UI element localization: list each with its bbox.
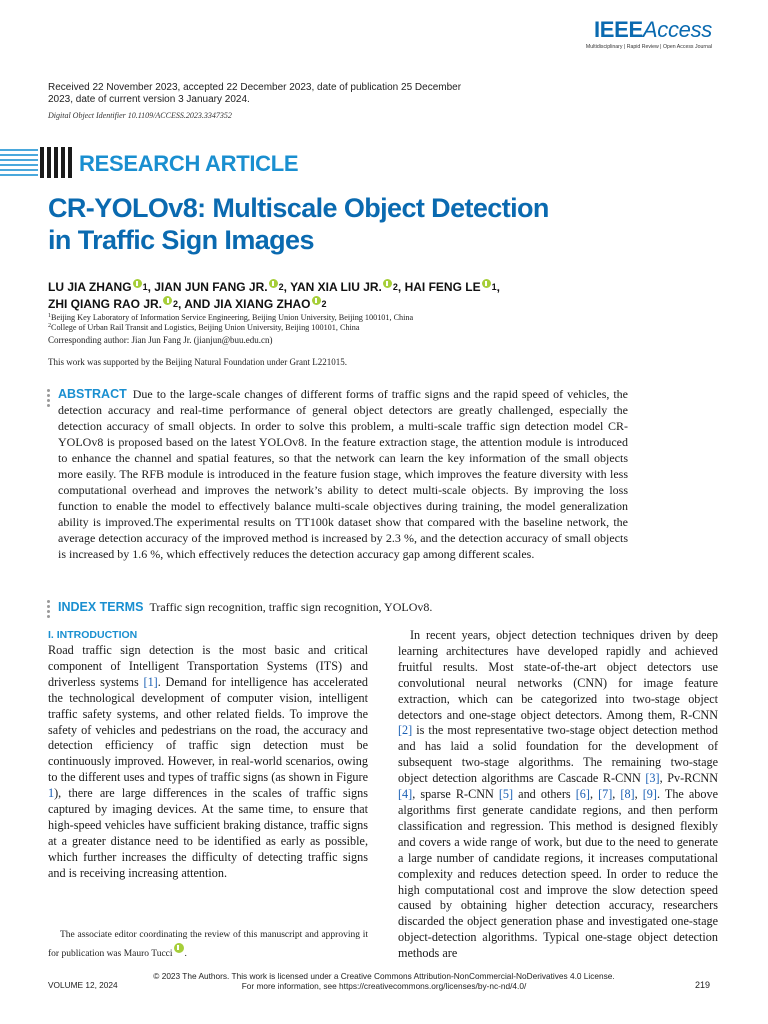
citation-link[interactable]: [5]	[498, 787, 514, 802]
license-line-2[interactable]: For more information, see https://creativecommons.org/licenses/by-nc-nd/4.0/	[241, 981, 527, 991]
intro-paragraph-1	[48, 643, 368, 882]
orcid-icon[interactable]	[383, 279, 392, 288]
text-run: , Pv-RCNN	[659, 771, 718, 786]
author-name: ZHI QIANG RAO JR.	[48, 297, 163, 311]
index-dots-ornament	[47, 600, 50, 620]
orcid-icon[interactable]	[163, 296, 172, 305]
abstract-block	[58, 386, 628, 562]
orcid-icon[interactable]	[312, 296, 321, 305]
citation-link[interactable]: [1]	[143, 674, 158, 689]
citation-link[interactable]: [3]	[645, 771, 660, 786]
text-run: ,	[612, 787, 621, 802]
page-number: 219	[694, 980, 710, 990]
text-run: . Demand for intelligence has accelerated the technological development of computer vision, intelligent traffic safety systems, and other related fields. To improve the safety of vehicles and pedestrians on the road, the accuracy and detection efficiency of traffic sign detection must be continuously improved. However, in real-world scenarios, owing to the different uses and types of traffic signs (as shown in Figure	[48, 674, 368, 785]
citation-link[interactable]: [6]	[575, 787, 590, 802]
author-name: JIAN JUN FANG JR.	[154, 280, 268, 294]
footnote-end: .	[184, 949, 187, 959]
author-separator: ,	[496, 280, 500, 294]
text-run: Road traffic sign detection is the most basic and critical component of Intelligent Transportation Systems (ITS) and driverless systems	[48, 643, 368, 689]
index-terms-label: INDEX TERMS	[58, 600, 144, 614]
affiliation-marker: 1	[491, 282, 497, 292]
citation-link[interactable]: [4]	[398, 787, 413, 802]
affiliation-2	[48, 321, 698, 333]
affiliation-1-text: Beijing Key Laboratory of Information Service Engineering, Beijing Union University, Beijing 100101, China	[51, 313, 414, 322]
index-terms-block	[58, 599, 658, 615]
index-terms-text: Traffic sign recognition, traffic sign recognition, YOLOv8.	[149, 600, 433, 614]
author-name: HAI FENG LE	[404, 280, 481, 294]
orcid-icon[interactable]	[482, 279, 491, 288]
author-separator: ,	[283, 280, 291, 294]
author-name: JIA XIANG ZHAO	[213, 297, 311, 311]
corresponding-author: Corresponding author: Jian Jun Fang Jr. (jianjun@buu.edu.cn)	[48, 335, 273, 345]
text-run: , sparse R-CNN	[412, 787, 499, 802]
footnote-text: The associate editor coordinating the review of this manuscript and approving it for publication was Mauro Tucci	[48, 930, 368, 959]
affiliation-marker: 2	[321, 299, 327, 309]
footer-volume: VOLUME 12, 2024	[48, 980, 118, 990]
author-name: LU JIA ZHANG	[48, 280, 132, 294]
affiliation-2-marker: 2	[48, 323, 51, 329]
orcid-icon[interactable]	[269, 279, 278, 288]
footer-license	[120, 971, 648, 991]
intro-paragraph-2	[398, 628, 718, 962]
author-name: YAN XIA LIU JR.	[290, 280, 382, 294]
author-separator: ,	[397, 280, 405, 294]
editor-footnote	[48, 928, 368, 962]
journal-logo	[586, 18, 712, 50]
title-line-1: CR-YOLOv8: Multiscale Object Detection	[48, 193, 549, 223]
affiliation-2-text: College of Urban Rail Transit and Logistics, Beijing Union University, Beijing 100101, China	[51, 323, 360, 332]
abstract-label: ABSTRACT	[58, 387, 127, 401]
license-line-1: © 2023 The Authors. This work is licensed under a Creative Commons Attribution-NonCommercial-NoDerivatives 4.0 License.	[153, 971, 615, 981]
affiliation-marker: 2	[278, 282, 284, 292]
orcid-icon[interactable]	[133, 279, 142, 288]
figure-link[interactable]: 1	[48, 786, 55, 801]
banner-bars-graphic	[40, 147, 72, 178]
orcid-icon[interactable]	[174, 943, 184, 953]
banner-stripes-graphic	[0, 148, 38, 178]
affiliation-marker: 2	[173, 299, 179, 309]
text-run: ,	[634, 787, 643, 802]
doi-line: Digital Object Identifier 10.1109/ACCESS.2023.3347352	[48, 111, 232, 120]
citation-link[interactable]: [8]	[620, 787, 635, 802]
logo-ieee: IEEE	[593, 17, 643, 42]
affiliation-marker: 1	[142, 282, 148, 292]
logo-access: Access	[642, 17, 712, 42]
citation-link[interactable]: [7]	[598, 787, 613, 802]
section-heading: I. INTRODUCTION	[48, 629, 138, 641]
funding-note: This work was supported by the Beijing Natural Foundation under Grant L221015.	[48, 357, 347, 367]
text-run: ), there are large differences in the scales of traffic signs captured by imaging devices. At the same time, to ensure that high-speed vehicles have sufficient braking distance, traffic signs at a greater distance need to be identified as early as possible, which further increases the difficulty of detecting traffic signs and is receiving increasing attention.	[48, 786, 368, 880]
text-run: is the most representative two-stage object detection method and has laid a solid foundation for the development of subsequent two-stage algorithms. The remaining two-stage object detection algorithms are Cascade R-CNN	[398, 723, 718, 786]
affiliation-marker: 2	[392, 282, 398, 292]
text-run: ,	[589, 787, 599, 802]
abstract-dots-ornament	[47, 389, 50, 409]
article-title	[48, 192, 608, 256]
body-column-left	[48, 628, 368, 882]
logo-tagline: Multidisciplinary | Rapid Review | Open Access Journal	[585, 44, 712, 50]
affiliation-1-marker: 1	[48, 313, 51, 319]
citation-link[interactable]: [9]	[642, 787, 657, 802]
author-separator: , AND	[178, 297, 214, 311]
author-separator: ,	[147, 280, 155, 294]
citation-link[interactable]: [2]	[398, 723, 413, 738]
body-column-right	[398, 628, 718, 962]
research-article-banner: RESEARCH ARTICLE	[79, 151, 299, 176]
text-run: . The above algorithms first generate candidate regions, and then perform classification and regression. This method is designed flexibly and covers a wide range of work, but due to the need to generate a large number of candidate regions, it increases computational complexity and reduces detection speed. In order to reduce the high computational cost and improve the slow detection speed caused by obtaining higher detection accuracy, researchers discarded the object generation phase and investigated one-stage object-detection algorithms. Typical one-stage object detection methods are	[398, 787, 718, 961]
abstract-text: Due to the large-scale changes of different forms of traffic signs and the rapid speed of vehicles, the detection accuracy and real-time performance of general object detectors are greatly challenged, especially the detection accuracy of small objects. In order to solve this problem, a multi-scale traffic sign detection model CR-YOLOv8 is proposed based on the latest YOLOv8. In the feature extraction stage, the attention module is introduced to enhance the channel and spatial features, so that the network can learn the key information of the small objects more easily. The RFB module is introduced in the feature fusion stage, which improves the feature diversity with less computational overhead and improves the network’s ability to detect multi-scale objects. By improving the loss function to enable the model to effectively balance multi-scale objectives during training, the model generalization ability is improved.The experimental results on TT100k dataset show that compared with the baseline network, the average detection accuracy of the improved method is increased by 2.3 %, and the detection accuracy of small objects is increased by 1.6 %, which effectively reduces the detection accuracy gap among different scales.	[58, 387, 628, 561]
author-list	[48, 279, 648, 313]
title-line-2: in Traffic Sign Images	[48, 225, 314, 255]
received-dates: Received 22 November 2023, accepted 22 December 2023, date of publication 25 December 2023, date of current version 3 January 2024.	[48, 82, 462, 105]
text-run: In recent years, object detection techniques driven by deep learning architectures have developed rapidly and achieved fruitful results. Most state-of-the-art object detectors use convolutional neural networks (CNN) for image feature extraction, which can be categorized into two-stage object detectors and one-stage object detectors. Among them, R-CNN	[398, 628, 718, 722]
text-run: and others	[513, 787, 576, 802]
